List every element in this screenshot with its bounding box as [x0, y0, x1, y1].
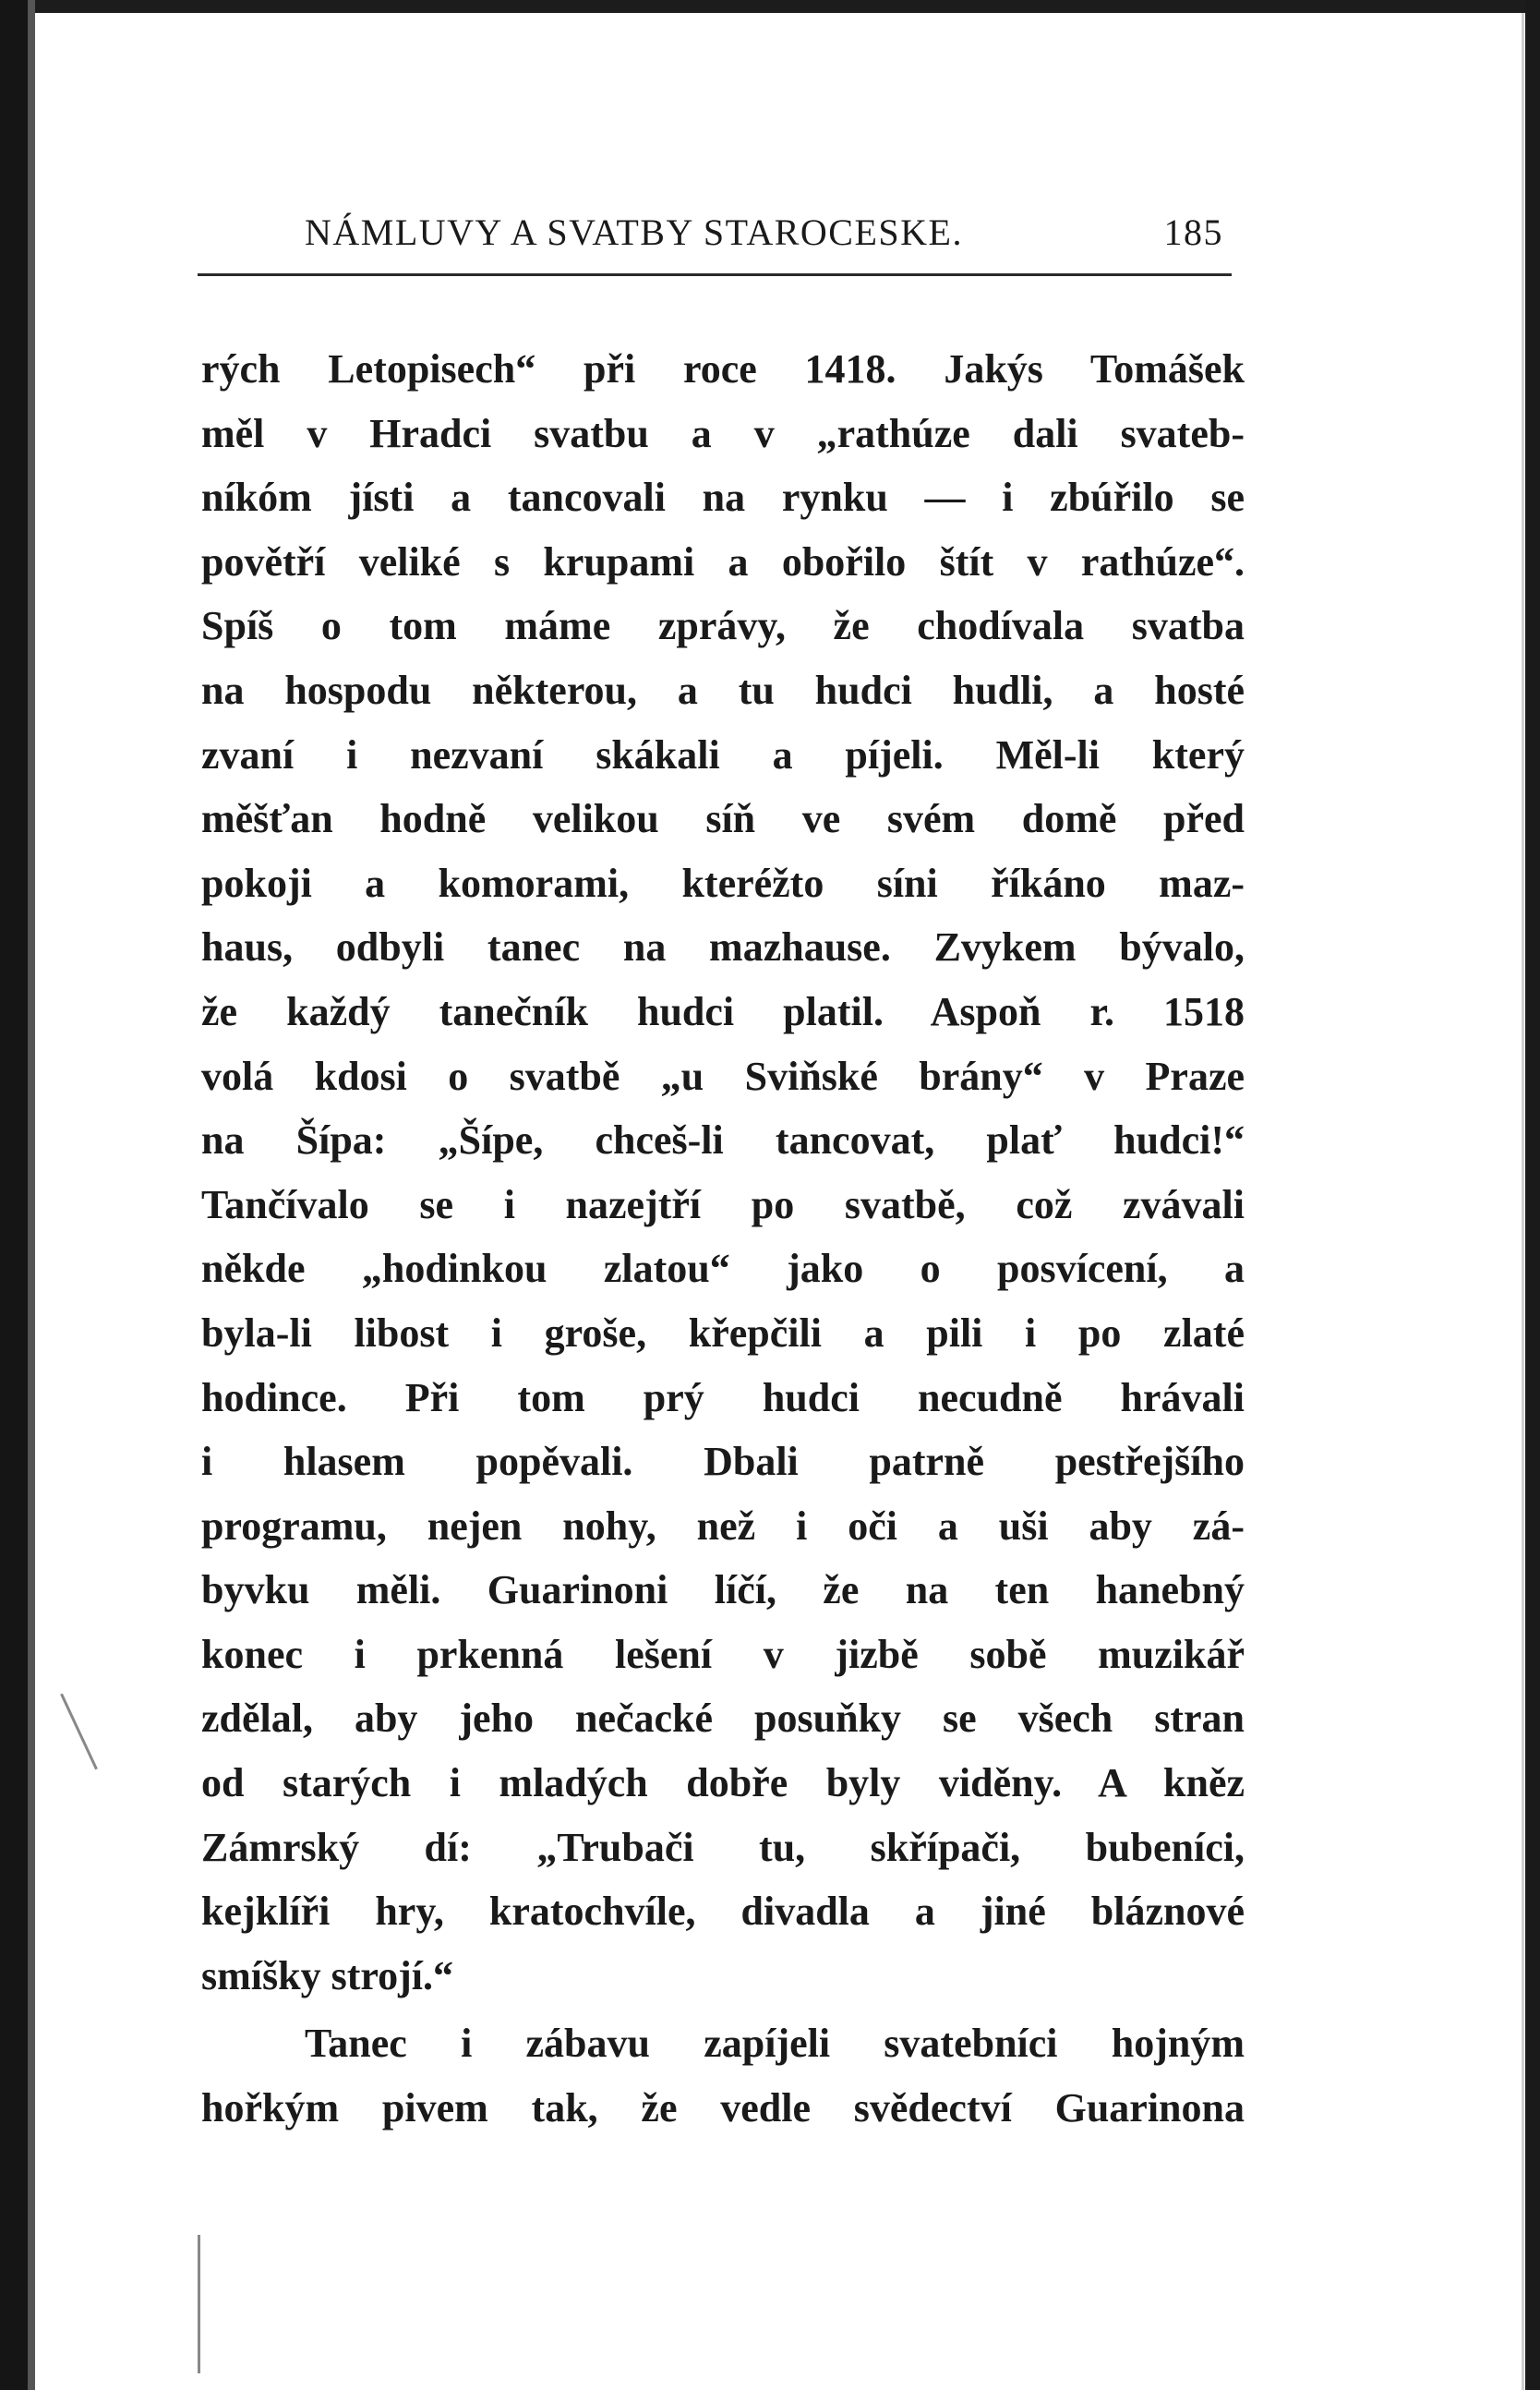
page-edge: [1522, 13, 1524, 2390]
text-line: byla-li libost i groše, křepčili a pili i po zlaté: [201, 1310, 1245, 1356]
text-line: měšťan hodně velikou síň ve svém domě před: [201, 796, 1245, 842]
text-line: programu, nejen nohy, než i oči a uši aby zá-: [201, 1503, 1245, 1549]
page-header: [305, 211, 1233, 266]
text-line: že každý tanečník hudci platil. Aspoň r. 1518: [201, 988, 1245, 1034]
text-line: od starých i mladých dobře byly viděny. A kněz: [201, 1760, 1245, 1806]
text-line: zdělal, aby jeho nečacké posuňky se všech stran: [201, 1696, 1245, 1742]
text-line: i hlasem popěvali. Dbali patrně pestřejšího: [201, 1439, 1245, 1485]
text-line: smíšky strojí.“: [201, 1952, 453, 1998]
text-line: konec i prkenná lešení v jizbě sobě muzikář: [201, 1631, 1245, 1677]
margin-pencil-mark: [60, 1694, 98, 1770]
text-line: volá kdosi o svatbě „u Sviňské brány“ v Praze: [201, 1053, 1245, 1099]
text-line: Tanec i zábavu zapíjeli svatebníci hojným: [305, 2021, 1245, 2067]
text-line: níkóm jísti a tancovali na rynku — i zbúřilo se: [201, 475, 1245, 521]
scan-border-right: [1525, 0, 1540, 2390]
text-line: měl v Hradci svatbu a v „rathúze dali svateb-: [201, 410, 1245, 456]
text-line: hodince. Při tom prý hudci necudně hrávali: [201, 1374, 1245, 1420]
text-line: na Šípa: „Šípe, chceš-li tancovat, plať hudci!“: [201, 1117, 1245, 1164]
text-line: byvku měli. Guarinoni líčí, že na ten hanebný: [201, 1567, 1245, 1613]
page-number: 185: [1163, 211, 1223, 253]
text-line: na hospodu některou, a tu hudci hudli, a hosté: [201, 667, 1245, 713]
text-line: zvaní i nezvaní skákali a píjeli. Měl-li který: [201, 731, 1245, 778]
scan-border-left-inner: [28, 0, 35, 2390]
header-rule: [198, 273, 1232, 276]
text-line: Spíš o tom máme zprávy, že chodívala svatba: [201, 603, 1245, 649]
text-line: hořkým pivem tak, že vedle svědectví Guarinona: [201, 2085, 1245, 2131]
margin-pencil-mark: [198, 2235, 200, 2373]
text-line: někde „hodinkou zlatou“ jako o posvícení, a: [201, 1246, 1245, 1292]
running-title: NÁMLUVY A SVATBY STAROCESKE.: [305, 211, 963, 253]
text-line: Zámrský dí: „Trubači tu, skřípači, bubeníci,: [201, 1824, 1245, 1870]
text-line: kejklíři hry, kratochvíle, divadla a jiné bláznové: [201, 1889, 1245, 1935]
text-line: rých Letopisech“ při roce 1418. Jakýs Tomášek: [201, 346, 1245, 392]
text-line: pokoji a komorami, kteréžto síni říkáno maz-: [201, 860, 1245, 906]
body-text: [201, 337, 1245, 2141]
text-line: Tančívalo se i nazejtří po svatbě, což zvávali: [201, 1181, 1245, 1227]
paragraph: [201, 337, 1245, 2008]
paragraph: [201, 2011, 1245, 2140]
scan-border-left: [0, 0, 28, 2390]
text-line: haus, odbyli tanec na mazhause. Zvykem bývalo,: [201, 924, 1245, 971]
scan-border-top: [0, 0, 1540, 13]
text-line: povětří veliké s krupami a obořilo štít v rathúze“.: [201, 538, 1245, 585]
